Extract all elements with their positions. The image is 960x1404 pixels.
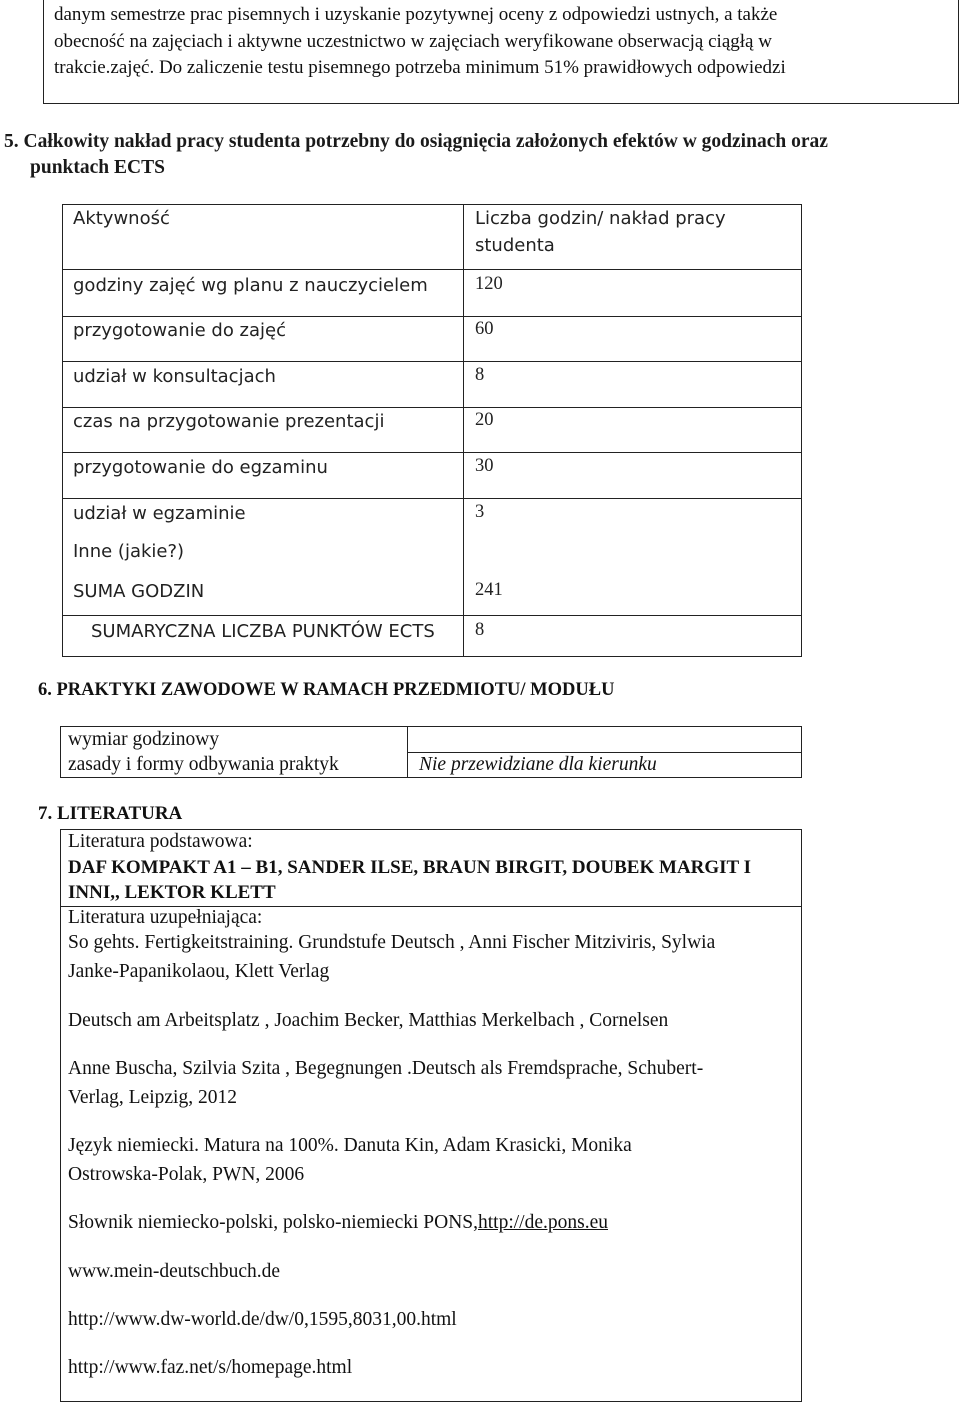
hours-cell: 60 — [475, 319, 494, 339]
activity-cell: udział w egzaminie — [73, 503, 246, 524]
workload-column-divider — [463, 204, 464, 657]
internship-row-divider — [407, 752, 802, 753]
header-activity: Aktywność — [73, 208, 170, 229]
internship-value: Nie przewidziane dla kierunku — [419, 754, 657, 775]
assessment-text-line-2: obecność na zajęciach i aktywne uczestnictwo w zajęciach weryfikowane obserwacją ciągłą w — [54, 31, 772, 52]
sum-hours-label: SUMA GODZIN — [73, 581, 205, 602]
hours-cell: 3 — [475, 502, 485, 522]
supplementary-literature-label: Literatura uzupełniająca: — [68, 907, 263, 928]
assessment-text-line-3: trakcie.zajęć. Do zaliczenie testu pisemnego potrzeba minimum 51% prawidłowych odpowiedzi — [54, 57, 786, 78]
internship-rules-label: zasady i formy odbywania praktyk — [68, 754, 339, 775]
hours-cell: 30 — [475, 456, 494, 476]
header-hours-line-1: Liczba godzin/ nakład pracy — [475, 208, 726, 229]
supplementary-ref — [68, 1212, 608, 1234]
hours-cell: 120 — [475, 274, 503, 294]
ects-total-value: 8 — [475, 620, 485, 640]
activity-cell: przygotowanie do egzaminu — [73, 457, 328, 478]
supplementary-ref: Deutsch am Arbeitsplatz , Joachim Becker, Matthias Merkelbach , Cornelsen — [68, 1010, 669, 1031]
supplementary-ref: Verlag, Leipzig, 2012 — [68, 1087, 237, 1108]
row-divider — [62, 361, 802, 362]
row-divider — [62, 452, 802, 453]
website-link[interactable]: www.mein-deutschbuch.de — [68, 1261, 281, 1282]
section-7-heading: 7. LITERATURA — [38, 803, 183, 824]
internship-hours-label: wymiar godzinowy — [68, 729, 220, 750]
sum-hours-value: 241 — [475, 580, 503, 600]
supplementary-ref: So gehts. Fertigkeitstraining. Grundstufe Deutsch , Anni Fischer Mitziviris, Sylwia — [68, 932, 716, 953]
basic-literature-label: Literatura podstawowa: — [68, 831, 253, 852]
assessment-text-line-1: danym semestrze prac pisemnych i uzyskanie pozytywnej oceny z odpowiedzi ustnych, a także — [54, 4, 778, 25]
ects-total-label: SUMARYCZNA LICZBA PUNKTÓW ECTS — [91, 621, 435, 642]
hours-cell: 20 — [475, 410, 494, 430]
basic-literature-ref-line-1: DAF KOMPAKT A1 – B1, SANDER ILSE, BRAUN BIRGIT, DOUBEK MARGIT I — [68, 857, 752, 878]
supplementary-ref: Język niemiecki. Matura na 100%. Danuta Kin, Adam Krasicki, Monika — [68, 1135, 632, 1156]
row-divider — [62, 407, 802, 408]
row-divider — [62, 498, 802, 499]
website-link[interactable]: http://www.dw-world.de/dw/0,1595,8031,00.html — [68, 1309, 457, 1330]
header-hours-line-2: studenta — [475, 235, 555, 256]
section-6-heading: 6. PRAKTYKI ZAWODOWE W RAMACH PRZEDMIOTU/ MODUŁU — [38, 680, 615, 700]
pons-ref-text: Słownik niemiecko-polski, polsko-niemiecki PONS, — [68, 1212, 479, 1233]
supplementary-ref: Anne Buscha, Szilvia Szita , Begegnungen .Deutsch als Fremdsprache, Schubert- — [68, 1058, 704, 1079]
row-divider — [62, 269, 802, 270]
basic-literature-ref-line-2: INNI,, LEKTOR KLETT — [68, 882, 276, 903]
section-5-heading: 5. Całkowity nakład pracy studenta potrzebny do osiągnięcia założonych efektów w godzinach oraz — [4, 131, 828, 152]
row-divider — [62, 615, 802, 616]
section-5-heading-cont: punktach ECTS — [30, 157, 165, 178]
website-link[interactable]: http://www.faz.net/s/homepage.html — [68, 1357, 353, 1378]
activity-cell: czas na przygotowanie prezentacji — [73, 411, 385, 432]
activity-cell: udział w konsultacjach — [73, 366, 276, 387]
pons-link[interactable]: http://de.pons.eu — [478, 1212, 609, 1233]
row-divider — [62, 316, 802, 317]
activity-cell: Inne (jakie?) — [73, 541, 185, 562]
activity-cell: przygotowanie do zajęć — [73, 320, 287, 341]
activity-cell: godziny zajęć wg planu z nauczycielem — [73, 275, 428, 296]
supplementary-ref: Ostrowska-Polak, PWN, 2006 — [68, 1164, 305, 1185]
hours-cell: 8 — [475, 365, 485, 385]
supplementary-ref: Janke-Papanikolaou, Klett Verlag — [68, 961, 330, 982]
